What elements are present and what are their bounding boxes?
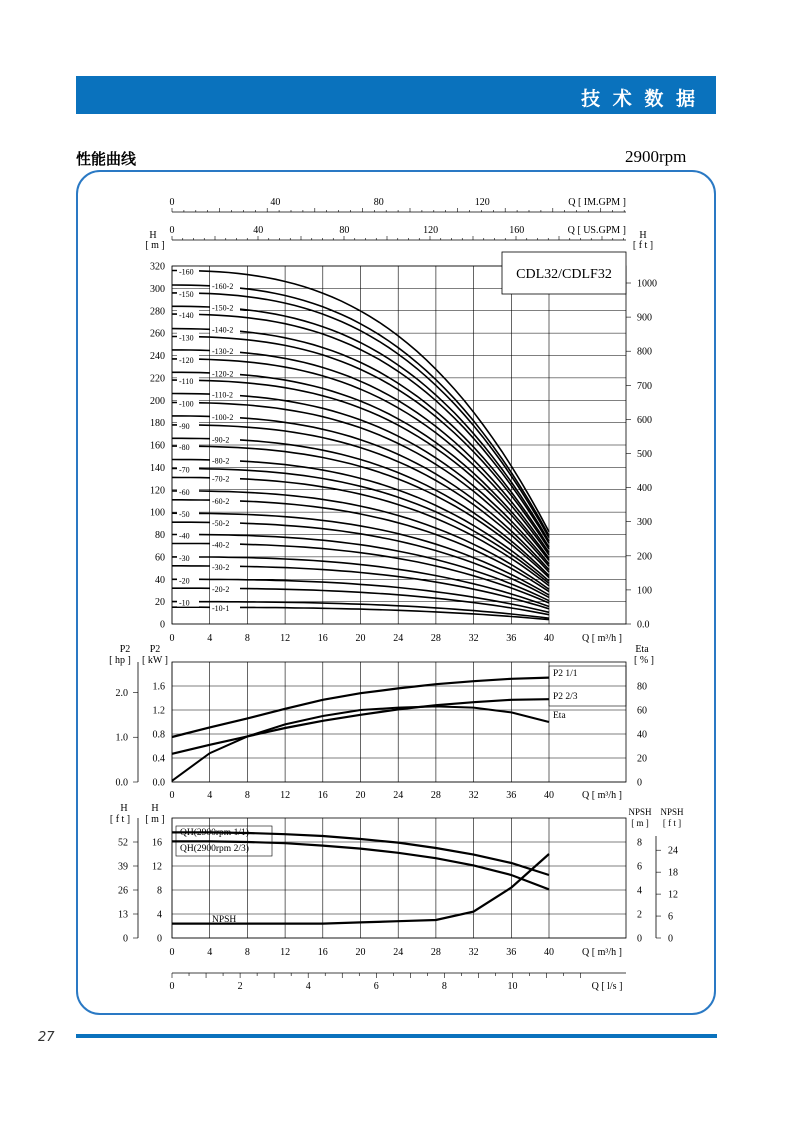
chart2-x-tick-label: 0 [169, 790, 175, 801]
chart1-y-tick-label: 100 [150, 507, 165, 519]
top-axis-us-tick-label: 160 [509, 225, 525, 236]
chart3-right-tick-label: 8 [637, 837, 642, 849]
chart1-y-tick-label: 160 [150, 440, 165, 452]
chart3-y-tick-label: 0 [157, 933, 162, 945]
chart3-x-tick-label: 16 [317, 947, 328, 958]
bottom-axis-ls-label: Q [ l/s ] [591, 981, 623, 992]
chart3-outer-tick-label: 26 [118, 885, 128, 897]
top-axis-im-tick-label: 120 [474, 197, 490, 208]
chart1-curve-label: -50 [179, 510, 190, 520]
chart1-curve-label: -90 [179, 421, 190, 431]
chart2-legend-label: Eta [553, 711, 566, 721]
chart1-curve-label: -100 [179, 399, 194, 409]
chart2-x-tick-label: 16 [317, 790, 328, 801]
chart2-x-tick-label: 24 [393, 790, 404, 801]
top-axis-im-tick-label: 80 [373, 197, 384, 208]
chart3-y-tick-label: 16 [152, 837, 162, 849]
chart3-x-tick-label: 4 [207, 947, 213, 958]
chart3-x-tick-label: 32 [468, 947, 479, 958]
chart2-x-tick-label: 8 [244, 790, 250, 801]
chart2-left-axis-unit: [ kW ] [142, 655, 168, 666]
chart1-curve-label: -50-2 [212, 519, 230, 529]
chart1-x-tick-label: 0 [169, 633, 175, 644]
chart1-y-tick-label: 120 [150, 485, 165, 497]
chart1-curve-label: -70-2 [212, 474, 230, 484]
chart2-x-tick-label: 28 [430, 790, 441, 801]
chart1-x-tick-label: 40 [544, 633, 554, 644]
chart1-curve-label: -130-2 [212, 346, 234, 356]
chart2-outer-axis-label: P2 [119, 644, 131, 655]
chart1-y-tick-label: 140 [150, 462, 165, 474]
chart1-curve-label: -60 [179, 487, 190, 497]
chart3-left-axis-label: H [151, 803, 159, 814]
chart1-curve-label: -20-2 [212, 585, 230, 595]
top-axis-im-tick-label: 0 [169, 197, 175, 208]
chart1-curve-label: -100-2 [212, 412, 234, 422]
chart1-y-tick-label: 280 [150, 306, 165, 318]
chart1-curve-label: -30-2 [212, 562, 230, 572]
chart3-right-outer-tick-label: 12 [668, 889, 678, 901]
rpm-label: 2900rpm [625, 147, 687, 166]
chart1-y-tick-label: 200 [150, 395, 165, 407]
chart1-y-tick-label: 260 [150, 328, 165, 340]
bottom-axis-ls-tick-label: 10 [507, 981, 518, 992]
chart2-legend-label: P2 1/1 [553, 669, 578, 679]
chart2-x-tick-label: 40 [544, 790, 554, 801]
chart2-x-tick-label: 20 [355, 790, 366, 801]
chart3-right-axis-unit: [ m ] [631, 818, 649, 828]
top-axis-us-tick-label: 0 [169, 225, 175, 236]
chart2-x-axis-label: Q [ m³/h ] [582, 790, 622, 801]
chart1-curve-label: -140 [179, 311, 194, 321]
bottom-axis-ls-tick-label: 6 [373, 981, 379, 992]
page-number: 27 [38, 1030, 55, 1045]
chart2-outer-tick-label: 2.0 [115, 687, 128, 699]
chart3-x-tick-label: 0 [169, 947, 175, 958]
chart1-curve-label: -110-2 [212, 390, 234, 400]
chart1-y-tick-label: 0 [160, 619, 165, 631]
chart1-x-tick-label: 8 [244, 633, 250, 644]
top-axis-us-tick-label: 40 [253, 225, 264, 236]
chart2-x-tick-label: 4 [207, 790, 213, 801]
top-axis-im-label: Q [ IM.GPM ] [568, 197, 626, 208]
chart1-y-tick-label: 300 [150, 283, 165, 295]
chart1-y-tick-label: 40 [155, 574, 165, 586]
chart1-right-tick-label: 0.0 [637, 619, 650, 631]
chart1-y-axis-label: H [149, 230, 157, 241]
chart1-y-tick-label: 180 [150, 418, 165, 430]
chart1-x-tick-label: 36 [506, 633, 517, 644]
chart3-legend-label: NPSH [212, 915, 237, 925]
chart1-right-tick-label: 700 [637, 380, 652, 392]
top-axis-im-tick-label: 40 [270, 197, 281, 208]
chart3-outer-tick-label: 0 [123, 933, 128, 945]
bottom-axis-ls-tick-label: 4 [305, 981, 311, 992]
chart1-curve-label: -80-2 [212, 456, 230, 466]
chart3-outer-tick-label: 13 [118, 909, 128, 921]
chart1-right-axis-label: H [639, 230, 647, 241]
chart2-left-axis-label: P2 [149, 644, 161, 655]
chart3-right-tick-label: 4 [637, 885, 642, 897]
chart1-y-tick-label: 80 [155, 530, 165, 541]
chart1-curve-label: -60-2 [212, 496, 230, 506]
chart2-right-tick-label: 80 [637, 681, 647, 693]
chart1-y-tick-label: 60 [155, 552, 165, 564]
chart1-title: CDL32/CDLF32 [516, 267, 612, 282]
chart1-curve-label: -110 [179, 377, 194, 387]
top-axis-us-label: Q [ US.GPM ] [567, 225, 626, 236]
chart1-curve-label: -70 [179, 465, 190, 475]
chart3-right-outer-tick-label: 6 [668, 911, 673, 923]
chart3-x-tick-label: 36 [506, 947, 517, 958]
chart1-curve-label: -40-2 [212, 540, 230, 550]
chart3-x-tick-label: 40 [544, 947, 554, 958]
chart1-curve-label: -20 [179, 576, 190, 586]
chart2-y-tick-label: 0.4 [152, 753, 165, 765]
chart2-legend-label: P2 2/3 [553, 692, 578, 702]
chart1-x-axis-label: Q [ m³/h ] [582, 633, 622, 644]
top-axis-us-tick-label: 120 [423, 225, 439, 236]
chart2-y-tick-label: 1.2 [152, 705, 165, 717]
chart1-right-tick-label: 900 [637, 312, 652, 324]
chart3-legend-label: QH(2900rpm 2/3) [180, 844, 249, 854]
chart3-x-axis-label: Q [ m³/h ] [582, 947, 622, 958]
chart1-x-tick-label: 12 [280, 633, 291, 644]
chart1-right-tick-label: 1000 [637, 278, 657, 290]
chart3-y-tick-label: 12 [152, 861, 162, 873]
chart3-left-axis-unit: [ m ] [145, 814, 165, 825]
chart3-x-tick-label: 24 [393, 947, 404, 958]
chart3-outer-axis-unit: [ f t ] [109, 814, 131, 825]
chart3-y-tick-label: 4 [157, 909, 162, 921]
chart3-right-axis-label: NPSH [628, 807, 652, 817]
chart3-y-tick-label: 8 [157, 885, 162, 897]
chart3-outer-axis-label: H [120, 803, 128, 814]
chart1-right-tick-label: 300 [637, 517, 652, 529]
chart1-y-tick-label: 20 [155, 597, 165, 609]
chart2-y-tick-label: 1.6 [152, 681, 165, 693]
chart1-right-tick-label: 500 [637, 449, 652, 461]
bottom-axis-ls-tick-label: 0 [169, 981, 175, 992]
chart3-legend-label: QH(2900rpm 1/1) [180, 828, 249, 838]
section-title: 性能曲线 [76, 150, 137, 168]
top-axis-us-tick-label: 80 [339, 225, 350, 236]
chart2-right-axis-unit: [ % ] [634, 655, 654, 666]
chart1-right-tick-label: 600 [637, 414, 652, 426]
chart1-curve-label: -90-2 [212, 435, 230, 445]
chart1-curve-label: -160 [179, 267, 194, 277]
chart2-x-tick-label: 36 [506, 790, 517, 801]
chart3-outer-tick-label: 52 [118, 837, 128, 849]
bottom-axis-ls-tick-label: 8 [441, 981, 447, 992]
chart3-right-tick-label: 0 [637, 933, 642, 945]
chart2-right-axis-label: Eta [635, 644, 649, 655]
chart1-x-tick-label: 20 [355, 633, 366, 644]
chart1-curve-label: -150 [179, 289, 194, 299]
chart3-right-tick-label: 6 [637, 861, 642, 873]
chart1-curve-label: -130 [179, 333, 194, 343]
chart1-right-tick-label: 400 [637, 483, 652, 495]
chart1-curve-label: -140-2 [212, 325, 234, 335]
chart1-right-tick-label: 200 [637, 551, 652, 563]
chart2-outer-tick-label: 0.0 [115, 777, 128, 789]
chart3-outer-tick-label: 39 [118, 861, 128, 873]
chart1-x-tick-label: 24 [393, 633, 404, 644]
chart2-y-tick-label: 0.0 [152, 777, 165, 789]
chart3-x-tick-label: 28 [430, 947, 441, 958]
chart1-y-tick-label: 320 [150, 261, 165, 273]
chart3-right-outer-tick-label: 0 [668, 933, 673, 945]
chart2-right-tick-label: 40 [637, 729, 647, 741]
chart1-curve-label: -10-1 [212, 604, 230, 614]
chart1-right-tick-label: 100 [637, 585, 652, 597]
chart1-right-tick-label: 800 [637, 346, 652, 358]
chart3-right-outer-axis-unit: [ f t ] [662, 818, 682, 828]
chart1-y-tick-label: 220 [150, 373, 165, 385]
chart1-x-tick-label: 4 [207, 633, 213, 644]
chart2-right-tick-label: 0 [637, 777, 642, 789]
chart1-curve-label: -120 [179, 355, 194, 365]
chart3-x-tick-label: 12 [280, 947, 291, 958]
chart1-curve-label: -150-2 [212, 303, 234, 313]
chart2-plot-area [172, 662, 626, 782]
chart1-y-axis-unit: [ m ] [145, 240, 165, 251]
chart2-outer-tick-label: 1.0 [115, 732, 128, 744]
chart1-y-tick-label: 240 [150, 351, 165, 362]
chart1-x-tick-label: 28 [430, 633, 441, 644]
chart2-outer-axis-unit: [ hp ] [109, 655, 131, 666]
chart3-right-tick-label: 2 [637, 909, 642, 921]
chart1-x-tick-label: 16 [317, 633, 328, 644]
chart3-right-outer-tick-label: 18 [668, 867, 678, 879]
chart3-right-outer-tick-label: 24 [668, 845, 678, 857]
chart3-x-tick-label: 8 [244, 947, 250, 958]
bottom-axis-ls-tick-label: 2 [237, 981, 243, 992]
chart1-right-axis-unit: [ f t ] [632, 240, 654, 251]
chart1-curve-label: -80 [179, 443, 190, 453]
chart2-x-tick-label: 32 [468, 790, 479, 801]
chart1-curve-label: -160-2 [212, 282, 234, 292]
chart2-right-tick-label: 20 [637, 753, 647, 765]
chart1-curve-label: -120-2 [212, 369, 234, 379]
chart1-curve-label: -10 [179, 598, 190, 608]
chart3-right-outer-axis-label: NPSH [660, 807, 684, 817]
chart1-curve-label: -40 [179, 531, 190, 541]
chart1-x-tick-label: 32 [468, 633, 479, 644]
chart1-curve-label: -30 [179, 553, 190, 563]
chart2-right-tick-label: 60 [637, 705, 647, 717]
footer-line [76, 1034, 717, 1038]
chart3-x-tick-label: 20 [355, 947, 366, 958]
chart2-x-tick-label: 12 [280, 790, 291, 801]
chart2-y-tick-label: 0.8 [152, 729, 165, 741]
header-title: 技 术 数 据 [581, 88, 698, 110]
